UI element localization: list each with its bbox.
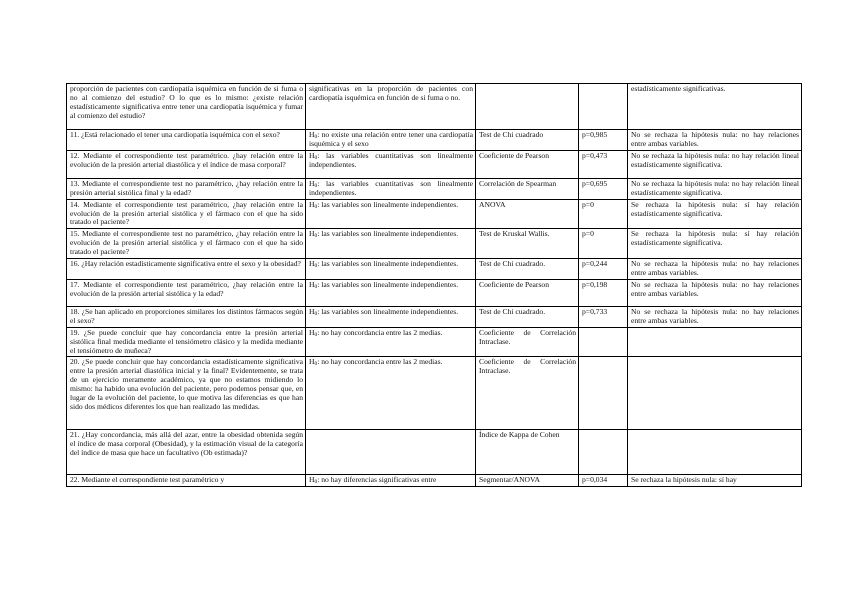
null-hypothesis-subscript: 0 xyxy=(314,203,318,210)
test-cell: ANOVA xyxy=(476,199,579,229)
hypothesis-text: : las variables son linealmente independientes. xyxy=(317,259,459,269)
null-hypothesis-symbol: H xyxy=(309,357,315,367)
test-cell: Test de Kruskal Wallis. xyxy=(476,229,579,259)
test-cell: Test de Chi cuadrado xyxy=(476,130,579,151)
table-row xyxy=(67,327,802,357)
p-value-cell: p=0,733 xyxy=(579,306,628,327)
null-hypothesis-subscript: 0 xyxy=(314,331,318,338)
table-row xyxy=(67,84,802,130)
test-cell: Test de Chi cuadrado. xyxy=(476,306,579,327)
p-value-cell: p=0,034 xyxy=(579,475,628,487)
hypothesis-cell xyxy=(306,259,476,280)
hypothesis-text: : las variables son linealmente independientes. xyxy=(317,279,459,289)
hypothesis-text: : las variables son linealmente independientes. xyxy=(317,229,459,239)
table-row xyxy=(67,199,802,229)
null-hypothesis-symbol: H xyxy=(309,327,315,337)
null-hypothesis-symbol: H xyxy=(309,130,315,139)
conclusion-cell: No se rechaza la hipótesis nula: no hay relaciones entre ambas variables. xyxy=(628,259,802,280)
p-value-cell: p=0 xyxy=(579,199,628,229)
null-hypothesis-symbol: H xyxy=(309,259,315,269)
table-row xyxy=(67,306,802,327)
hypothesis-text: : las variables cuantitativas son linealmente independientes. xyxy=(309,150,473,169)
question-cell: 11. ¿Está relacionado el tener una cardiopatía isquémica con el sexo? xyxy=(67,130,306,151)
hypothesis-cell xyxy=(306,430,476,475)
conclusion-cell: Se rechaza la hipótesis nula: sí hay relación estadísticamente significativa. xyxy=(628,229,802,259)
hypothesis-cell xyxy=(306,229,476,259)
table-row xyxy=(67,357,802,430)
conclusion-cell: Se rechaza la hipótesis nula: sí hay xyxy=(628,475,802,487)
hypothesis-cell xyxy=(306,150,476,178)
hypothesis-cell xyxy=(306,475,476,487)
hypothesis-text: : no hay concordancia entre las 2 medias. xyxy=(317,357,443,367)
table-row xyxy=(67,259,802,280)
null-hypothesis-subscript: 0 xyxy=(314,479,318,486)
p-value-cell xyxy=(579,430,628,475)
question-cell: 15. Mediante el correspondiente test no paramétrico, ¿hay relación entre la evolución de la presión arterial sistólica y el fármaco con el que ha sido tratado el paciente? xyxy=(67,229,306,259)
table-row xyxy=(67,229,802,259)
null-hypothesis-symbol: H xyxy=(309,279,315,289)
conclusion-cell xyxy=(628,357,802,430)
hypothesis-text: : las variables cuantitativas son linealmente independientes. xyxy=(309,178,473,197)
p-value-cell xyxy=(579,327,628,357)
null-hypothesis-subscript: 0 xyxy=(314,154,318,161)
question-cell: 16. ¿Hay relación estadísticamente significativa entre el sexo y la obesidad? xyxy=(67,259,306,280)
hypothesis-cell xyxy=(306,178,476,199)
hypothesis-cell xyxy=(306,327,476,357)
p-value-cell xyxy=(579,357,628,430)
p-value-cell xyxy=(579,84,628,130)
hypothesis-text: : las variables son linealmente independientes. xyxy=(317,306,459,316)
question-cell: 14. Mediante el correspondiente test paramétrico, ¿hay relación entre la evolución de la presión arterial sistólica y el fármaco con el que ha sido tratado el paciente? xyxy=(67,199,306,229)
question-cell: 12. Mediante el correspondiente test paramétrico. ¿hay relación entre la evolución de la presión arterial diastólica y el índice de masa corporal? xyxy=(67,150,306,178)
hypothesis-cell xyxy=(306,130,476,151)
table-row xyxy=(67,178,802,199)
null-hypothesis-subscript: 0 xyxy=(314,283,318,290)
question-cell: 18. ¿Se han aplicado en proporciones similares los distintos fármacos según el sexo? xyxy=(67,306,306,327)
null-hypothesis-symbol: H xyxy=(309,178,315,188)
null-hypothesis-subscript: 0 xyxy=(314,361,318,368)
test-cell xyxy=(476,84,579,130)
hypothesis-test-table xyxy=(66,83,802,487)
table-row xyxy=(67,150,802,178)
hypothesis-text: : no hay diferencias significativas entre xyxy=(317,475,437,485)
conclusion-cell: No se rechaza la hipótesis nula: no hay relaciones entre ambas variables. xyxy=(628,130,802,151)
null-hypothesis-symbol: H xyxy=(309,150,315,160)
test-cell: Segmentar/ANOVA xyxy=(476,475,579,487)
conclusion-cell xyxy=(628,430,802,475)
hypothesis-text: : no existe una relación entre tener una cardiopatía isquémica y el sexo xyxy=(309,130,473,148)
test-cell: Índice de Kappa de Cohen xyxy=(476,430,579,475)
null-hypothesis-subscript: 0 xyxy=(314,233,318,240)
conclusion-cell: Se rechaza la hipótesis nula: sí hay relación estadísticamente significativa. xyxy=(628,199,802,229)
null-hypothesis-symbol: H xyxy=(309,199,315,209)
test-cell: Coeficiente de Correlación Intraclase. xyxy=(476,357,579,430)
p-value-cell: p=0,244 xyxy=(579,259,628,280)
test-cell: Coeficiente de Correlación Intraclase. xyxy=(476,327,579,357)
p-value-cell: p=0,985 xyxy=(579,130,628,151)
table-row xyxy=(67,279,802,306)
question-cell: 13. Mediante el correspondiente test no paramétrico, ¿hay relación entre la presión arterial sistólica final y la edad? xyxy=(67,178,306,199)
conclusion-cell xyxy=(628,327,802,357)
table-row xyxy=(67,430,802,475)
question-cell: proporción de pacientes con cardiopatía isquémica en función de si fuma o no al comienzo del estudio? O lo que es lo mismo: ¿existe relación estadísticamente significativa entre tener una cardiopatía isquémica y fumar al comienzo del estudio? xyxy=(67,84,306,130)
table-row xyxy=(67,130,802,151)
p-value-cell: p=0,695 xyxy=(579,178,628,199)
p-value-cell: p=0,473 xyxy=(579,150,628,178)
hypothesis-text: : no hay concordancia entre las 2 medias. xyxy=(317,327,443,337)
p-value-cell: p=0 xyxy=(579,229,628,259)
null-hypothesis-symbol: H xyxy=(309,229,315,239)
conclusion-cell: No se rechaza la hipótesis nula: no hay relación lineal estadísticamente significativa. xyxy=(628,178,802,199)
conclusion-cell: estadísticamente significativas. xyxy=(628,84,802,130)
question-cell: 20. ¿Se puede concluir que hay concordancia estadísticamente significativa entre la presión arterial diastólica inicial y la final? Evidentemente, se trata de un ejercicio meramente académico, ya que no estamos midiendo lo mismo: ha habido una evolución del paciente, pero podemos pensar que, en lugar de la evolución del paciente, lo que motiva las diferencias es que han sido dos médicos diferentes los que han realizado las medidas. xyxy=(67,357,306,430)
conclusion-cell: No se rechaza la hipótesis nula: no hay relaciones entre ambas variables. xyxy=(628,306,802,327)
hypothesis-cell xyxy=(306,199,476,229)
hypothesis-cell xyxy=(306,279,476,306)
test-cell: Correlación de Spearman xyxy=(476,178,579,199)
table-body xyxy=(67,84,802,487)
hypothesis-text: significativas en la proporción de pacientes con cardiopatía isquémica en función de si fuma o no. xyxy=(309,84,473,102)
null-hypothesis-subscript: 0 xyxy=(314,134,318,140)
test-cell: Coeficiente de Pearson xyxy=(476,279,579,306)
conclusion-cell: No se rechaza la hipótesis nula: no hay relación lineal estadísticamente significativa. xyxy=(628,150,802,178)
null-hypothesis-subscript: 0 xyxy=(314,182,318,189)
hypothesis-cell xyxy=(306,306,476,327)
null-hypothesis-subscript: 0 xyxy=(314,310,318,317)
test-cell: Coeficiente de Pearson xyxy=(476,150,579,178)
question-cell: 19. ¿Se puede concluir que hay concordancia entre la presión arterial sistólica final medida mediante el tensiómetro clásico y la medida mediante el tensiómetro de muñeca? xyxy=(67,327,306,357)
question-cell: 21. ¿Hay concordancia, más allá del azar, entre la obesidad obtenida según el índice de masa corporal (Obesidad), y la estimación visual de la categoría del índice de masa que hace un facultativo (Ob estimada)? xyxy=(67,430,306,475)
question-cell: 22. Mediante el correspondiente test paramétrico y xyxy=(67,475,306,487)
hypothesis-text: : las variables son linealmente independientes. xyxy=(317,199,459,209)
question-cell: 17. Mediante el correspondiente test paramétrico, ¿hay relación entre la evolución de la presión arterial sistólica y la edad? xyxy=(67,279,306,306)
conclusion-cell: No se rechaza la hipótesis nula: no hay relaciones entre ambas variables. xyxy=(628,279,802,306)
null-hypothesis-symbol: H xyxy=(309,475,315,485)
hypothesis-cell xyxy=(306,357,476,430)
test-cell: Test de Chi cuadrado. xyxy=(476,259,579,280)
null-hypothesis-symbol: H xyxy=(309,306,315,316)
hypothesis-cell xyxy=(306,84,476,130)
null-hypothesis-subscript: 0 xyxy=(314,263,318,270)
table-row xyxy=(67,475,802,487)
p-value-cell: p=0,198 xyxy=(579,279,628,306)
